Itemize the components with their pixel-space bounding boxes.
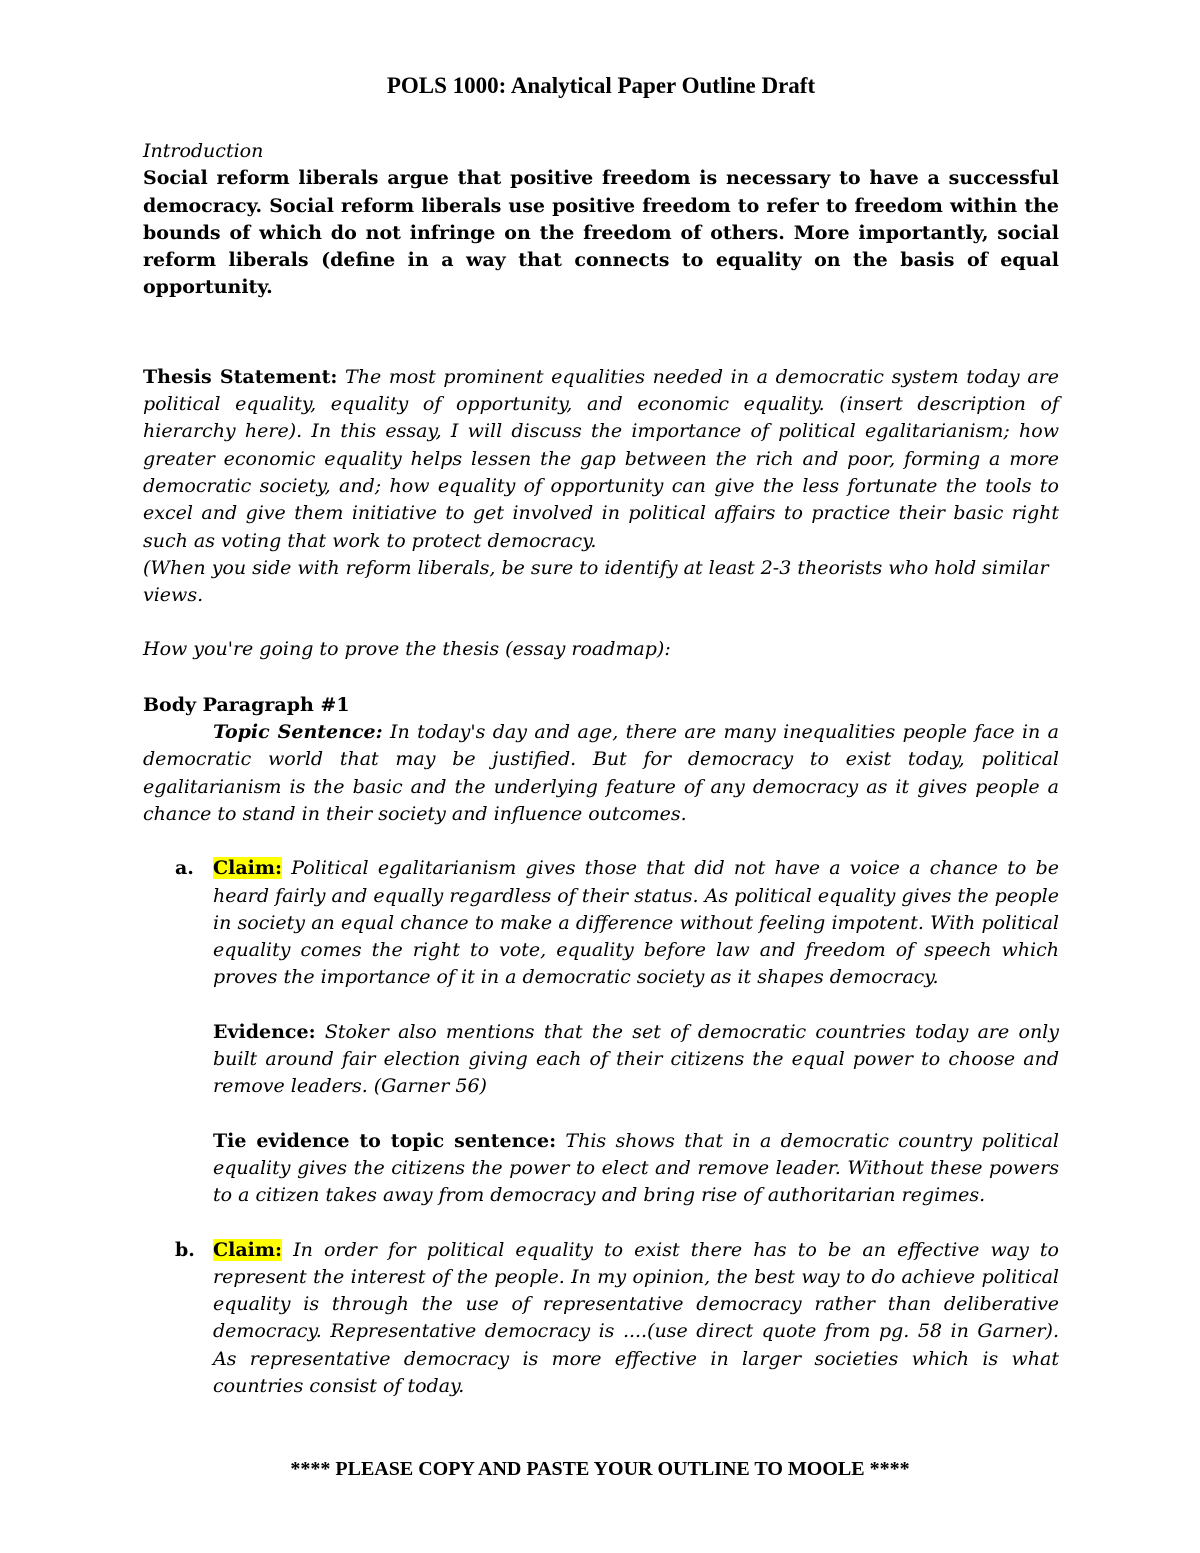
- claim-marker: b.: [175, 1238, 195, 1261]
- thesis-label: Thesis Statement:: [143, 365, 338, 388]
- introduction-label: Introduction: [143, 140, 264, 162]
- introduction-body: Social reform liberals argue that positive freedom is necessary to have a successful democracy. Social reform liberals use positive freedom to refer to freedom within the bounds of which do not infringe on the freedom of others. More importantly, social reform liberals (define in a way that connects to equality on the basis of equal opportunity.: [143, 167, 1059, 299]
- tie-evidence-label: Tie evidence to topic sentence:: [213, 1129, 557, 1152]
- topic-sentence: [143, 719, 1059, 828]
- evidence-label: Evidence:: [213, 1020, 316, 1043]
- claim-item-b: [143, 1237, 1059, 1401]
- tie-evidence-text: This shows that in a democratic country political equality gives the citizens the power to elect and remove leader. Without these powers to a citizen takes away from democracy and bring rise of authoritarian regimes.: [213, 1129, 1059, 1207]
- thesis-note: (When you side with reform liberals, be sure to identify at least 2-3 theorists who hold similar views.: [143, 556, 1049, 607]
- claim-text: Political egalitarianism gives those that did not have a voice a chance to be heard fairly and equally regardless of their status. As political equality gives the people in society an equal chance to make a difference without feeling impotent. With political equality comes the right to vote, equality before law and freedom of speech which proves the importance of it in a democratic society as it shapes democracy.: [213, 857, 1059, 989]
- claim-text: In order for political equality to exist there has to be an effective way to represent the interest of the people. In my opinion, the best way to do achieve political equality is through the use of representative democracy rather than deliberative democracy. Representative democracy is ....(use direct quote from pg. 58 in Garner). As representative democracy is more effective in larger societies which is what countries consist of today.: [213, 1238, 1059, 1397]
- tie-evidence-paragraph: [213, 1128, 1059, 1210]
- body-paragraph-heading: Body Paragraph #1: [143, 693, 350, 716]
- evidence-text: Stoker also mentions that the set of democratic countries today are only built around fair election giving each of their citizens the equal power to choose and remove leaders. (Garner 56): [213, 1020, 1059, 1098]
- footer-notice: **** PLEASE COPY AND PASTE YOUR OUTLINE TO MOOLE ****: [290, 1458, 910, 1480]
- claim-label-highlighted: Claim:: [213, 1238, 282, 1261]
- claim-paragraph: [213, 1237, 1059, 1401]
- topic-sentence-text: In today's day and age, there are many inequalities people face in a democratic world that may be justified. But for democracy to exist today, political egalitarianism is the basic and the underlying feature of any democracy as it gives people a chance to stand in their society and influence outcomes.: [143, 721, 1059, 825]
- thesis-paragraph: [143, 364, 1059, 555]
- claim-marker: a.: [175, 857, 194, 880]
- thesis-text: The most prominent equalities needed in a democratic system today are political equality, equality of opportunity, and economic equality. (insert description of hierarchy here). In this essay, I will discuss the importance of political egalitarianism; how greater economic equality helps lessen the gap between the rich and poor, forming a more democratic society, and; how equality of opportunity can give the less fortunate the tools to excel and give them initiative to get involved in political affairs to practice their basic right such as voting that work to protect democracy.: [143, 365, 1059, 552]
- claims-list: [143, 855, 1059, 1400]
- claim-label-highlighted: Claim:: [213, 857, 282, 880]
- topic-sentence-label: Topic Sentence:: [213, 721, 383, 744]
- evidence-paragraph: [213, 1019, 1059, 1101]
- document-title: POLS 1000: Analytical Paper Outline Draft: [386, 73, 816, 98]
- claim-paragraph: [213, 855, 1059, 991]
- essay-roadmap: How you're going to prove the thesis (essay roadmap):: [143, 638, 671, 661]
- claim-item-a: [143, 855, 1059, 1209]
- document-page: [143, 70, 1059, 1427]
